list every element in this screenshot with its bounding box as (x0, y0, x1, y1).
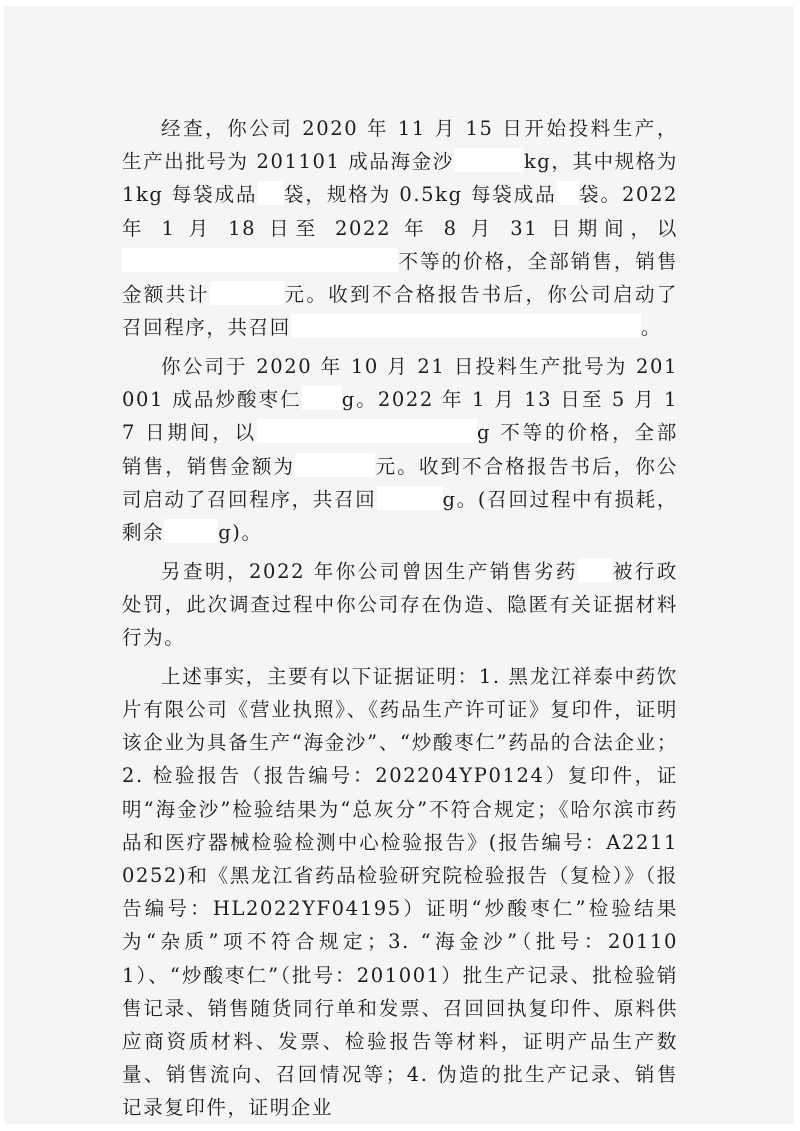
text-line: 经查，你公司 2020 年 11 月 15 日开始投料生产，生产 (122, 117, 678, 174)
redaction-box (164, 519, 218, 543)
text-line: 合格报告书后，你公司启动了召回程序，共召回 (122, 283, 678, 340)
text-line: 同行单和发票、召回回执复印件、原料供应商资质材料、发 (122, 996, 678, 1053)
text-line: 元。收到不合格报告书后，你公司启动了 (122, 454, 678, 511)
text-line: 项不符合规定；3. “海金沙”（批号：201101）、“炒酸枣仁” (122, 930, 678, 987)
redaction-box (295, 453, 375, 477)
paragraph-investigation-suanzaoren (122, 350, 678, 549)
redaction-box (557, 181, 579, 205)
text-line: 该企业为具备生产“海金沙”、“炒酸枣仁”药品的合法企业； (122, 731, 678, 755)
text-line: 为。 (143, 626, 186, 650)
text-line: 票、检验报告等材料，证明产品生产数量、销售流向、召回 (122, 1029, 678, 1087)
text-line: 和《黑龙江省药品检验研究院检验报告（复检）》（报告编 (122, 863, 678, 921)
text-line: 你公司于 2020 年 10 月 21 日投料生产批号为 201001 成 (122, 354, 678, 412)
text-line: 片有限公司《营业执照》、《药品生产许可证》复印件，证明 (122, 697, 678, 721)
redaction-box (122, 248, 398, 272)
paragraph-investigation-haijinsha (122, 112, 678, 344)
text-line: 袋，规格为 0.5kg 每袋成品 (283, 183, 557, 207)
text-line: 被行政处 (122, 559, 678, 616)
paragraph-evidence (122, 660, 678, 1125)
text-line: g 不等的价格，全部销售，销售 (122, 421, 678, 478)
text-line: g。2022 年 1 月 13 日至 5 月 17 日期间，以 (122, 388, 678, 445)
redaction-box (257, 419, 477, 443)
redaction-box (578, 558, 612, 582)
text-line: 。 (640, 316, 662, 340)
redaction-box (454, 148, 524, 172)
redaction-box (291, 314, 391, 338)
text-line: 金额为 (230, 454, 296, 478)
text-line: 号：HL2022YF04195）证明“炒酸枣仁”检验结果为“杂质” (122, 897, 678, 954)
redaction-box (391, 314, 641, 338)
text-line: 罚，此次调查过程中你公司存在伪造、隐匿有关证据材料行 (122, 592, 678, 650)
text-line: 召回程序，共召回 (206, 487, 377, 511)
document-body (122, 112, 678, 1130)
text-line: 2. 检验报告（报告编号：202204YP0124）复印件，证明“海 (122, 764, 678, 821)
text-line: 出批号为 201101 成品海金沙 (164, 150, 454, 174)
text-line: 情况等；4. 伪造的批生产记录、销售记录复印件，证明企业 (122, 1063, 679, 1120)
text-line: kg，其中规格为 1kg 每袋 (122, 150, 678, 207)
text-line: 和医疗器械检验检测中心检验报告》(报告编号：A22110252) (122, 830, 678, 887)
redaction-box (302, 386, 342, 410)
document-page (4, 6, 794, 1124)
text-line: 元。收到不 (283, 283, 394, 307)
text-line: 上述事实，主要有以下证据证明：1. 黑龙江祥泰中药饮 (161, 664, 678, 688)
redaction-box (258, 181, 284, 205)
redaction-box (210, 281, 284, 305)
text-line: 另查明，2022 年你公司曾因生产销售劣药 (161, 559, 578, 583)
text-line: g)。 (218, 520, 263, 544)
text-line: g。(召回过程中有损耗，剩余 (122, 487, 678, 544)
text-line: 金沙”检验结果为“总灰分”不符合规定；《哈尔滨市药品 (122, 797, 678, 854)
text-line: 至 2022 年 8 月 31 日期间，以 (295, 216, 678, 240)
paragraph-prior-penalty (122, 555, 678, 655)
text-line: 成品 (214, 183, 258, 207)
text-line: 不等的价格，全部销售，销售金额共计 (122, 249, 678, 307)
text-line: （批号：201001）批生产记录、批检验销售记录、销售随货 (122, 963, 678, 1020)
text-line: 品炒酸枣仁 (193, 388, 302, 412)
redaction-box (377, 486, 443, 510)
text-line: 袋。2022 年 1 月 18 日 (122, 183, 678, 240)
